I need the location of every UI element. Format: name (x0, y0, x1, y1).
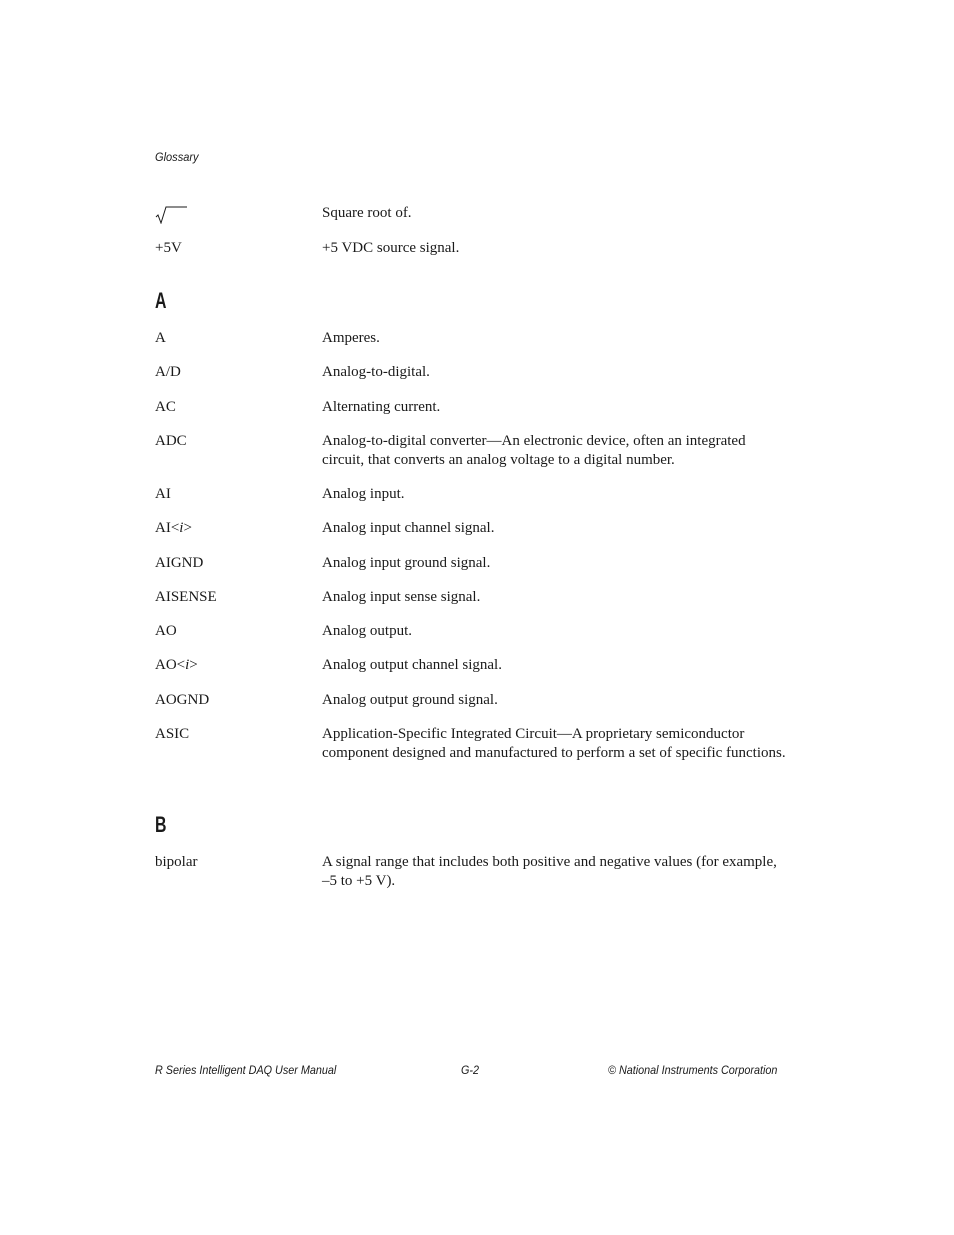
footer-manual-title: R Series Intelligent DAQ User Manual (155, 1063, 337, 1077)
glossary-term (155, 204, 315, 230)
glossary-definition: Analog output. (322, 623, 412, 639)
glossary-term: +5V (155, 240, 182, 256)
term-italic: i (179, 520, 184, 536)
term-italic: i (185, 657, 190, 673)
glossary-definition: Analog output ground signal. (322, 692, 498, 708)
glossary-term: AC (155, 399, 176, 415)
glossary-term: AO (155, 623, 177, 639)
term-prefix: AO< (155, 657, 186, 673)
glossary-term: AIGND (155, 555, 204, 571)
term-suffix: > (189, 657, 198, 673)
glossary-term: A/D (155, 364, 181, 380)
glossary-term (155, 519, 315, 538)
glossary-term: bipolar (155, 854, 198, 870)
term-suffix: > (183, 520, 192, 536)
glossary-term: ADC (155, 433, 187, 449)
glossary-definition: Amperes. (322, 330, 380, 346)
glossary-definition: Application-Specific Integrated Circuit—A proprietary semiconductor component designed and manufactured to perform a set of specific functions. (322, 726, 786, 761)
running-head: Glossary (155, 150, 199, 164)
glossary-definition: Alternating current. (322, 399, 441, 415)
square-root-icon (155, 204, 189, 224)
glossary-definition: Analog output channel signal. (322, 657, 502, 673)
glossary-definition: +5 VDC source signal. (322, 240, 460, 256)
glossary-definition: Analog input. (322, 486, 405, 502)
glossary-definition: Analog input sense signal. (322, 589, 481, 605)
glossary-term (155, 656, 315, 675)
footer-page-number: G-2 (461, 1063, 480, 1077)
glossary-term: ASIC (155, 726, 190, 742)
glossary-definition: Analog input ground signal. (322, 555, 491, 571)
glossary-definition: Analog input channel signal. (322, 520, 495, 536)
glossary-term: AI (155, 486, 171, 502)
section-heading-b: B (155, 812, 167, 837)
section-heading-a: A (155, 288, 167, 313)
glossary-term: A (155, 330, 166, 346)
footer-copyright: © National Instruments Corporation (608, 1063, 778, 1077)
glossary-definition: Analog-to-digital. (322, 364, 430, 380)
term-prefix: AI< (155, 520, 180, 536)
glossary-definition: Square root of. (322, 205, 412, 221)
glossary-definition: A signal range that includes both positive and negative values (for example, –5 to +5 V). (322, 854, 777, 889)
glossary-definition: Analog-to-digital converter—An electronic device, often an integrated circuit, that converts an analog voltage to a digital number. (322, 433, 746, 468)
glossary-term: AISENSE (155, 589, 217, 605)
glossary-term: AOGND (155, 692, 210, 708)
